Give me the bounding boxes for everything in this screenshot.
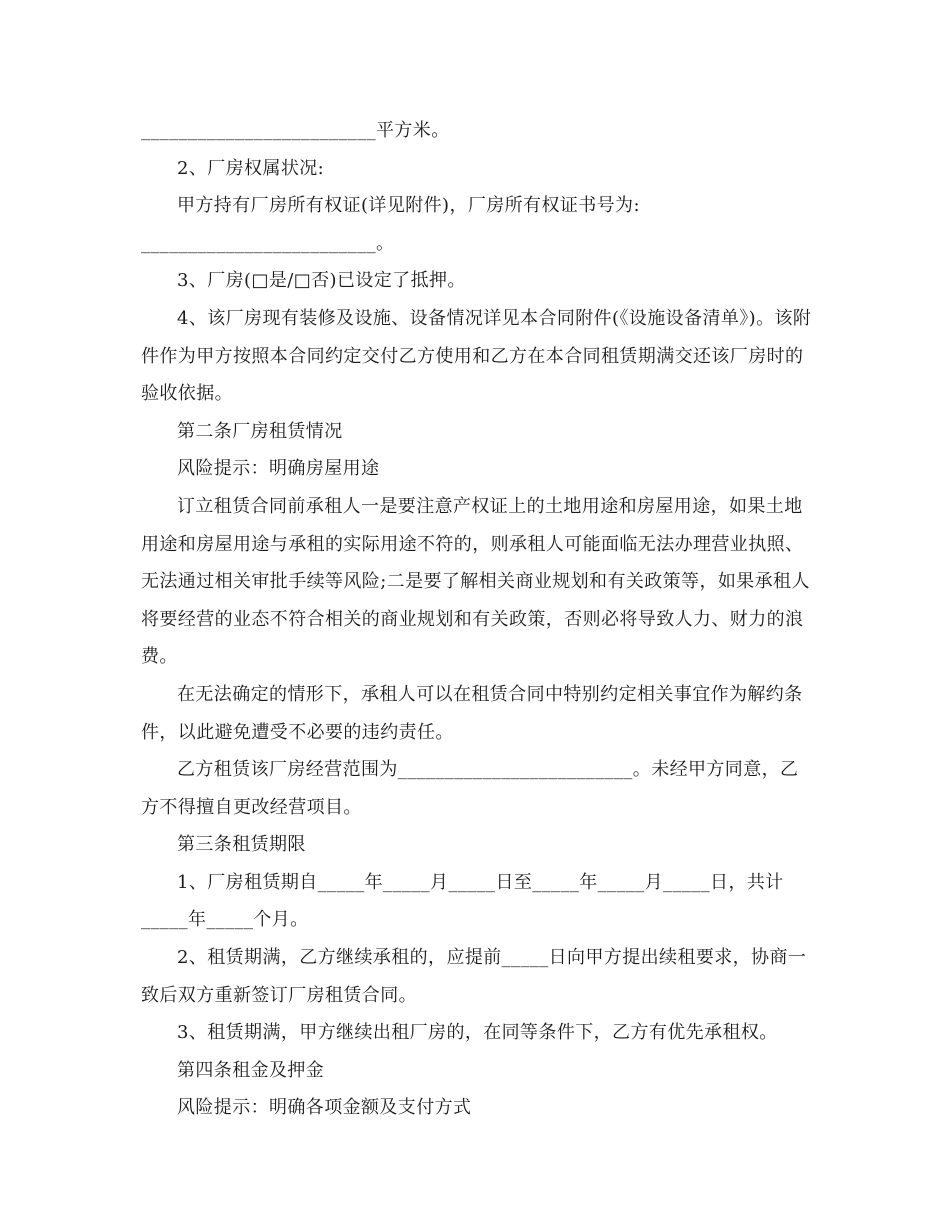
cert-number-blank-line: _________________________。 bbox=[141, 232, 395, 254]
business-scope-paragraph: 乙方租赁该厂房经营范围为_________________________。未经甲方同意，乙方不得擅自更改经营项目。 bbox=[141, 759, 799, 818]
clause-facilities: 4、该厂房现有装修及设施、设备情况详见本合同附件(《设施设备清单》)。该附件作为甲方按照本合同约定交付乙方使用和乙方在本合同租赁期满交还该厂房时的验收依据。 bbox=[141, 307, 812, 405]
lease-term-clause: 1、厂房租赁期自_____年_____月_____日至_____年_____月_____日，共计_____年_____个月。 bbox=[141, 871, 784, 931]
termination-condition-paragraph: 在无法确定的情形下，承租人可以在租赁合同中特别约定相关事宜作为解约条件，以此避免遭受不必要的违约责任。 bbox=[141, 683, 803, 743]
priority-lease-clause: 3、租赁期满，甲方继续出租厂房的，在同等条件下，乙方有优先承租权。 bbox=[177, 1022, 778, 1044]
risk-tip-usage: 风险提示：明确房屋用途 bbox=[177, 458, 380, 480]
contract-body bbox=[141, 112, 813, 1127]
usage-explanation-paragraph: 订立租赁合同前承租人一是要注意产权证上的土地用途和房屋用途，如果土地用途和房屋用途与承租的实际用途不符的，则承租人可能面临无法办理营业执照、无法通过相关审批手续等风险;二是要了解相关商业规划和有关政策等，如果承租人将要经营的业态不符合相关的商业规划和有关政策，否则必将导致人力、财力的浪费。 bbox=[141, 495, 810, 668]
article-two-heading: 第二条厂房租赁情况 bbox=[177, 420, 343, 442]
clause-ownership-title: 2、厂房权属状况: bbox=[177, 157, 325, 179]
article-three-heading: 第三条租赁期限 bbox=[177, 834, 306, 856]
area-blank-line: _________________________平方米。 bbox=[141, 120, 450, 141]
clause-ownership-cert: 甲方持有厂房所有权证(详见附件)，厂房所有权证书号为: bbox=[177, 195, 640, 217]
risk-tip-payment: 风险提示：明确各项金额及支付方式 bbox=[177, 1097, 472, 1119]
clause-mortgage: 3、厂房(□是/□否)已设定了抵押。 bbox=[177, 270, 466, 292]
renewal-clause: 2、租赁期满，乙方继续承租的，应提前_____日向甲方提出续租要求，协商一致后双方重新签订厂房租赁合同。 bbox=[141, 947, 807, 1006]
article-four-heading: 第四条租金及押金 bbox=[177, 1059, 325, 1081]
